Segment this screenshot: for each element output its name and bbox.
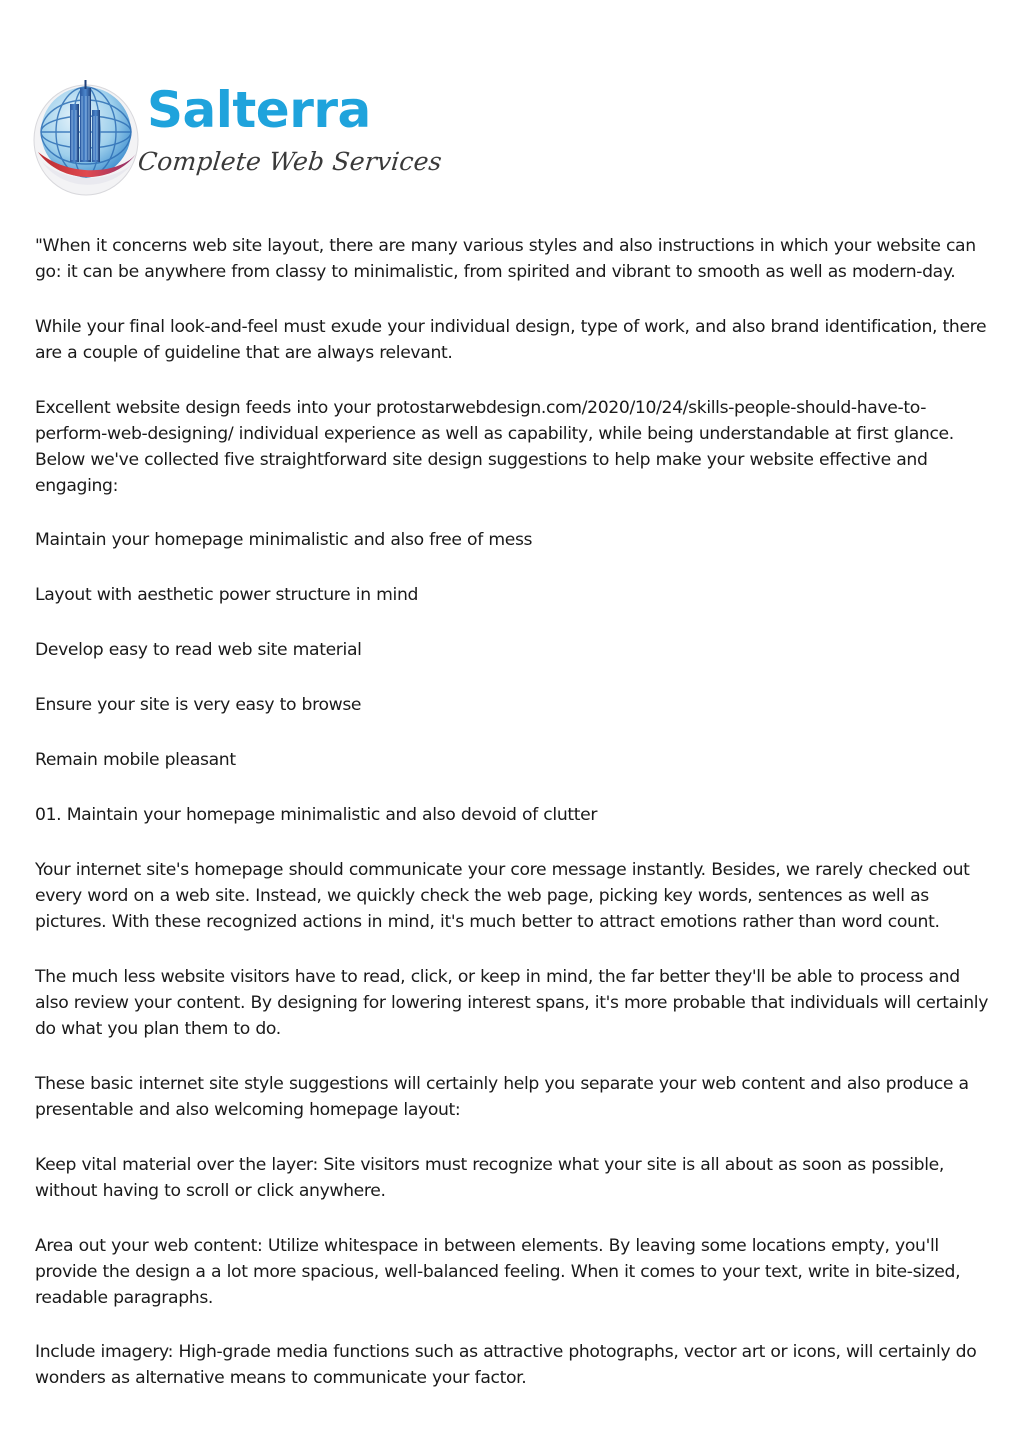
paragraph-include-imagery: Include imagery: High-grade media functions such as attractive photographs, vector art or icons, will certainly do wonders as alternative means to communicate your factor. bbox=[35, 1342, 977, 1389]
tip-list-item: Ensure your site is very easy to browse bbox=[35, 695, 362, 716]
globe-skyscraper-icon bbox=[30, 74, 142, 202]
paragraph-intro: "When it concerns web site layout, there are many various styles and also instructions in which your website can go: it can be anywhere from classy to minimalistic, from spirited and vibrant to smooth as well as modern-day. bbox=[35, 236, 976, 282]
paragraph-space-out-content: Area out your web content: Utilize whitespace in between elements. By leaving some locations empty, you'll provide the design a a lot more spacious, well-balanced feeling. When it comes to your text, write in bite-sized, readable paragraphs. bbox=[35, 1235, 961, 1308]
paragraph-basic-suggestions: These basic internet site style suggestions will certainly help you separate your web content and also produce a presentable and also welcoming homepage layout: bbox=[35, 1073, 969, 1120]
tip-list-item: Maintain your homepage minimalistic and also free of mess bbox=[35, 530, 533, 551]
salterra-logo bbox=[30, 74, 444, 202]
logo-brand-name: Salterra bbox=[147, 81, 371, 139]
paragraph-homepage-message: Your internet site's homepage should communicate your core message instantly. Besides, we rarely checked out every word on a web site. Instead, we quickly check the web page, picking key words, sentences as well as pictures. With these recognized actions in mind, it's much better to attract emotions rather than word count. bbox=[35, 860, 970, 933]
paragraph-guidelines: While your final look-and-feel must exude your individual design, type of work, and also brand identification, there are a couple of guideline that are always relevant. bbox=[35, 316, 987, 363]
tip-list-item: Develop easy to read web site material bbox=[35, 640, 362, 661]
paragraph-keep-vital-material: Keep vital material over the layer: Site visitors must recognize what your site is all about as soon as possible, without having to scroll or click anywhere. bbox=[35, 1154, 944, 1201]
paragraph-excellent-design: Excellent website design feeds into your protostarwebdesign.com/2020/10/24/skills-people-should-have-to-perform-web-designing/ individual experience as well as capability, while being understandable at first glance. Below we've collected five straightforward site design suggestions to help make your website effective and engaging: bbox=[35, 397, 954, 496]
paragraph-less-is-more: The much less website visitors have to read, click, or keep in mind, the far better they'll be able to process and also review your content. By designing for lowering interest spans, it's more probable that individuals will certainly do what you plan them to do. bbox=[35, 967, 989, 1040]
tip-list-item: Remain mobile pleasant bbox=[35, 750, 236, 771]
logo-tagline: Complete Web Services bbox=[136, 147, 444, 176]
article-body bbox=[35, 233, 995, 1420]
tip-list-item: Layout with aesthetic power structure in mind bbox=[35, 585, 419, 606]
section-heading-01: 01. Maintain your homepage minimalistic and also devoid of clutter bbox=[35, 805, 598, 826]
